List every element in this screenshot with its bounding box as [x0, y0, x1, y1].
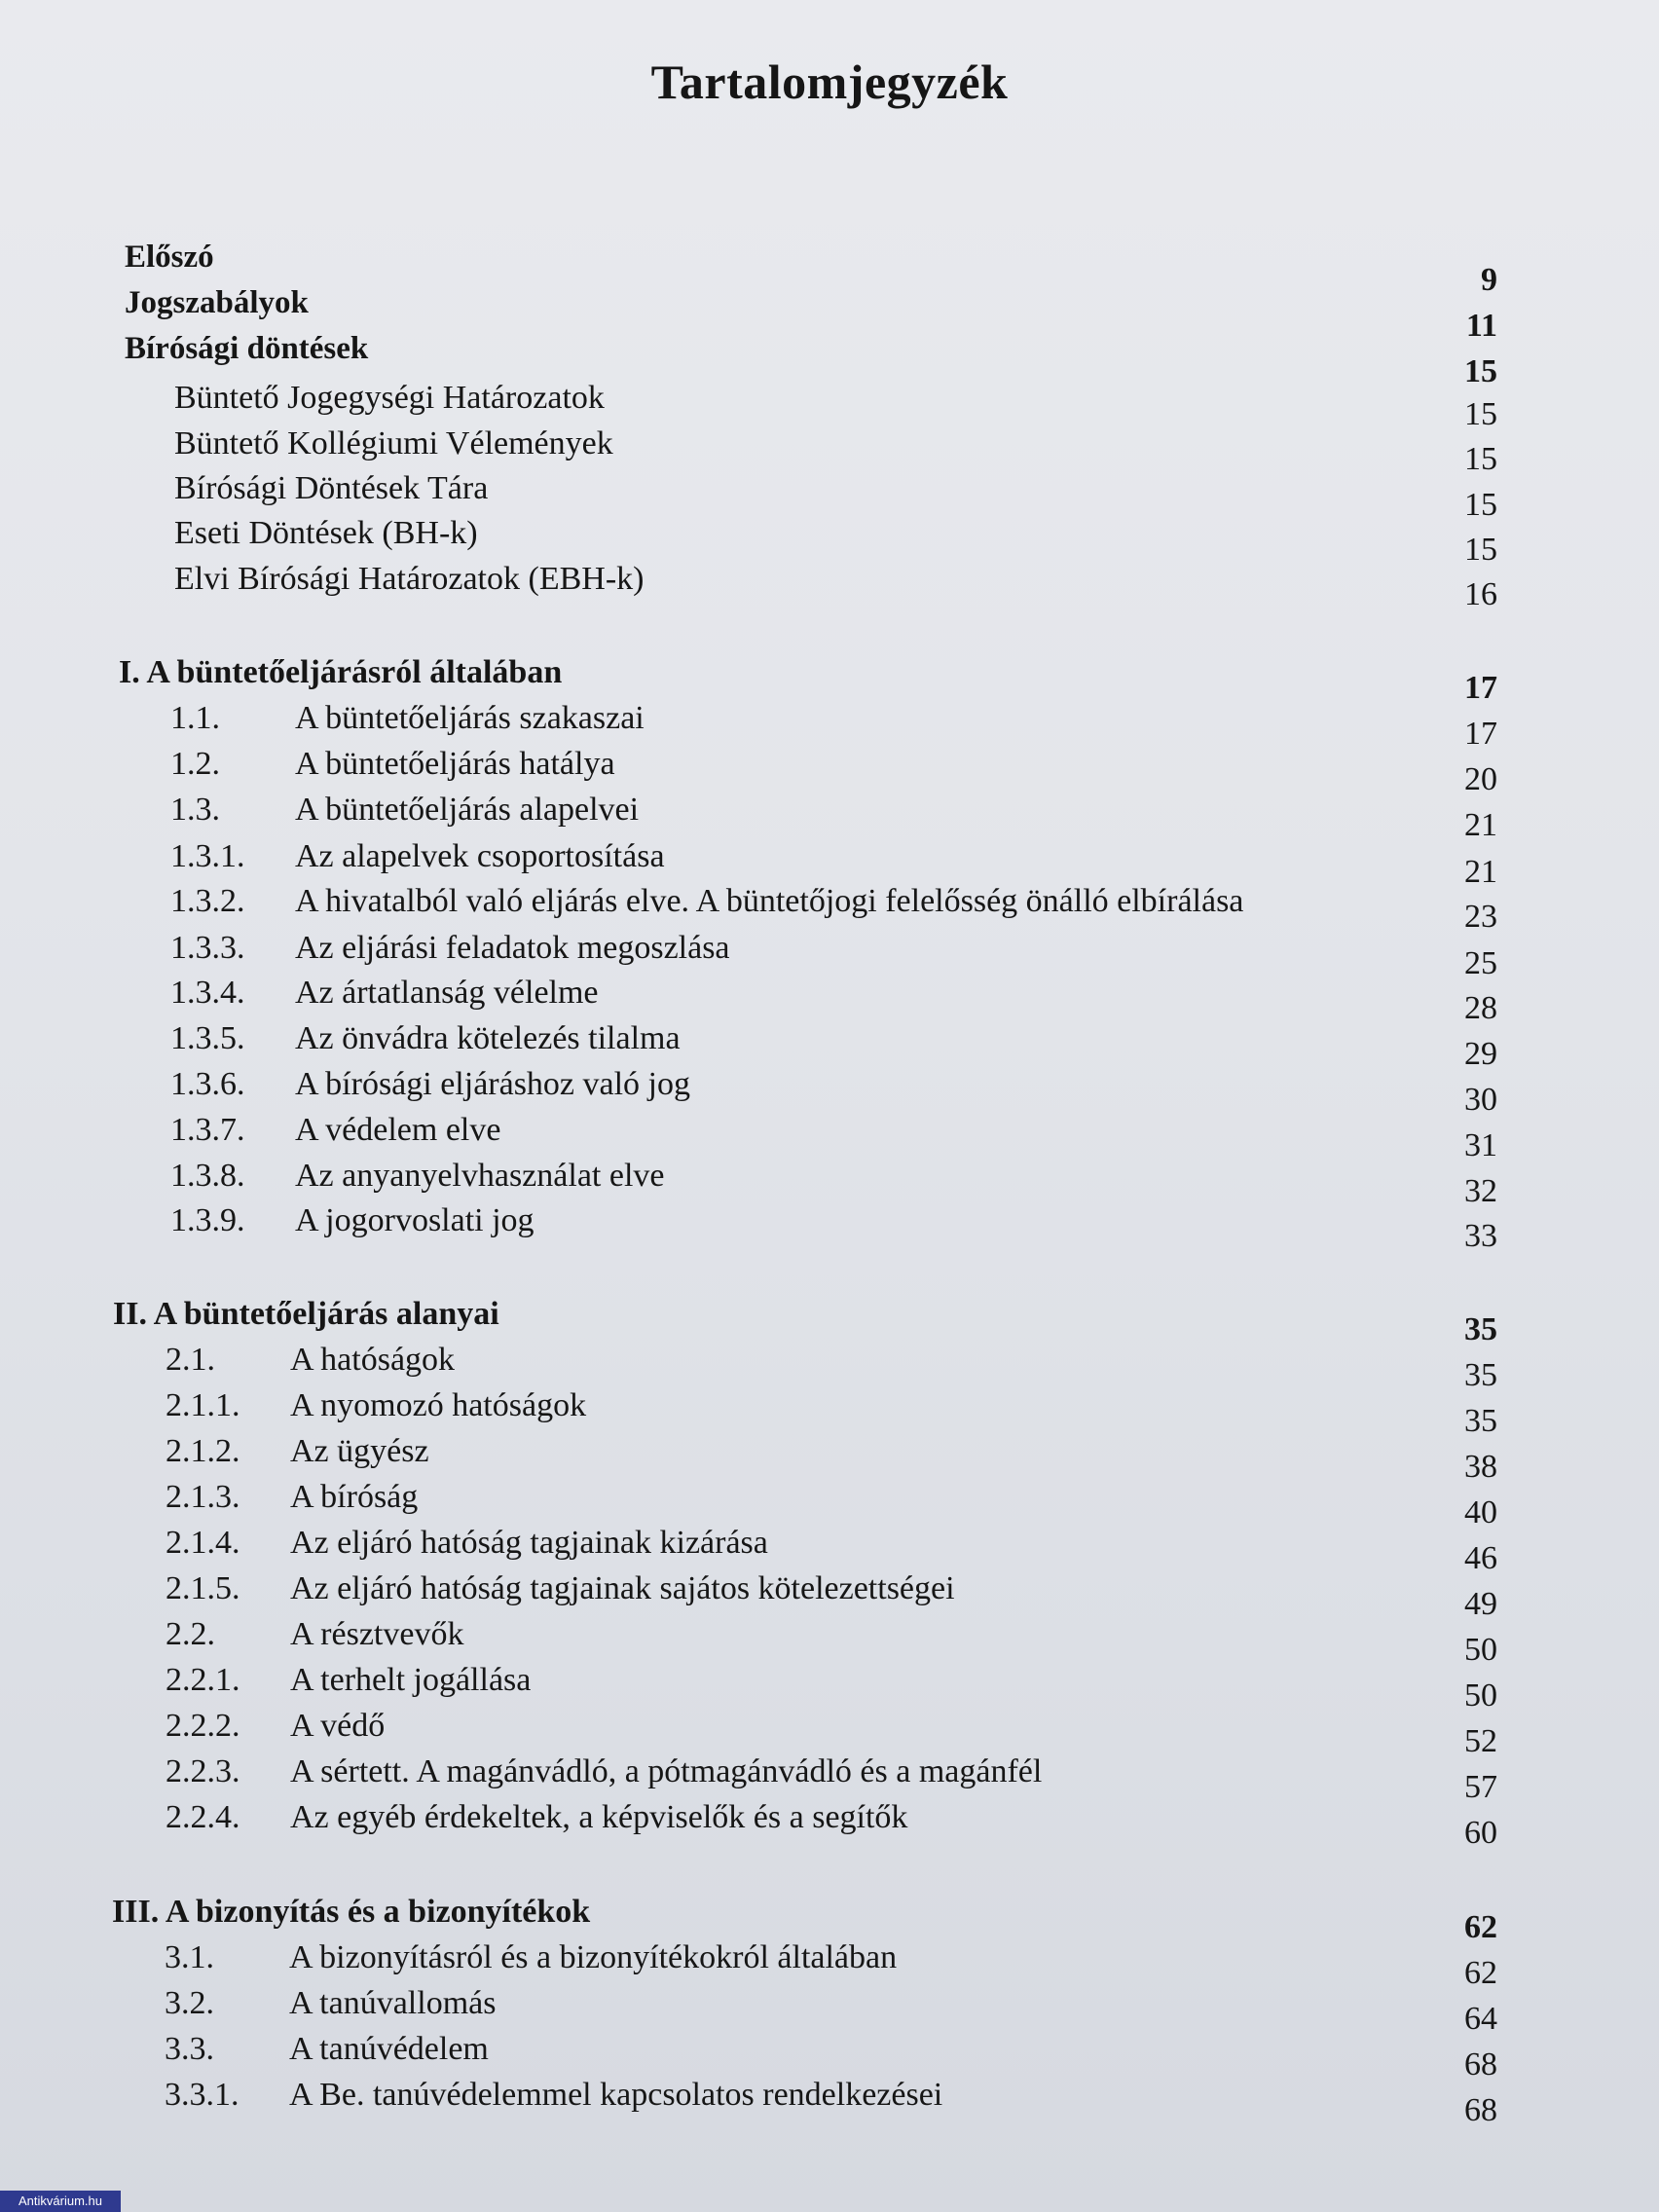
toc-entry: [170, 745, 1497, 797]
entry-page-number: 40: [1464, 1494, 1497, 1530]
chapter-page-number: 17: [1464, 670, 1497, 706]
entry-label: Bírósági Döntések Tára: [174, 470, 489, 506]
entry-page-number: 49: [1464, 1586, 1497, 1622]
toc-page-number-row: [125, 575, 1497, 614]
entry-number: 3.1.: [165, 1939, 214, 1975]
entry-page-number: 46: [1464, 1540, 1497, 1576]
toc-entry: [165, 1984, 1497, 2037]
entry-label: Az alapelvek csoportosítása: [295, 838, 665, 874]
entry-label: Az eljáró hatóság tagjainak kizárása: [290, 1525, 768, 1561]
toc-entry: [170, 1019, 1497, 1072]
entry-number: 1.3.1.: [170, 838, 245, 874]
entry-label: Az eljáró hatóság tagjainak sajátos kötelezettségei: [290, 1570, 955, 1606]
toc-entry: [166, 1432, 1497, 1485]
entry-label: Az eljárási feladatok megoszlása: [295, 930, 730, 966]
entry-label: A büntetőeljárás hatálya: [295, 746, 615, 782]
entry-number: 1.3.9.: [170, 1202, 245, 1238]
entry-label: Az ügyész: [290, 1433, 429, 1469]
entry-label: Az önvádra kötelezés tilalma: [295, 1020, 681, 1056]
entry-page-number: 68: [1464, 2092, 1497, 2128]
entry-label: A tanúvallomás: [289, 1985, 497, 2021]
entry-label: Előszó: [125, 240, 214, 275]
toc-chapter-heading: [112, 1893, 1497, 1945]
entry-page-number: 15: [1464, 353, 1497, 389]
entry-page-number: 28: [1464, 990, 1497, 1026]
toc-entry: [170, 837, 1497, 890]
entry-page-number: 57: [1464, 1769, 1497, 1805]
toc-entry: [166, 1615, 1497, 1668]
entry-page-number: 21: [1464, 807, 1497, 843]
entry-page-number: 17: [1464, 716, 1497, 752]
toc-chapter-heading: [113, 1295, 1497, 1347]
entry-page-number: 35: [1464, 1403, 1497, 1439]
entry-page-number: 62: [1464, 1955, 1497, 1991]
entry-number: 2.1.4.: [166, 1525, 240, 1561]
entry-number: 1.3.8.: [170, 1158, 245, 1194]
entry-number: 2.2.3.: [166, 1753, 240, 1789]
toc-entry: [166, 1661, 1497, 1714]
entry-page-number: 30: [1464, 1082, 1497, 1118]
entry-label: Az anyanyelvhasználat elve: [295, 1158, 665, 1194]
entry-number: 1.3.4.: [170, 975, 245, 1011]
entry-page-number: 50: [1464, 1677, 1497, 1714]
entry-number: 1.3.7.: [170, 1112, 245, 1148]
entry-label: A Be. tanúvédelemmel kapcsolatos rendelkezései: [289, 2077, 943, 2113]
entry-number: 1.2.: [170, 746, 220, 782]
entry-page-number: 60: [1464, 1815, 1497, 1851]
toc-entry: [166, 1341, 1497, 1393]
toc-entry: [170, 974, 1497, 1026]
chapter-page-number: 35: [1464, 1311, 1497, 1347]
toc-entry: [170, 699, 1497, 752]
entry-number: 2.1.1.: [166, 1387, 240, 1423]
chapter-page-number: 62: [1464, 1909, 1497, 1945]
toc-entry: [170, 1157, 1497, 1209]
entry-page-number: 23: [1464, 899, 1497, 935]
entry-label: Jogszabályok: [125, 285, 309, 320]
toc-entry: [165, 2076, 1497, 2128]
entry-label: A bíróság: [290, 1479, 419, 1515]
toc-entry: [166, 1707, 1497, 1759]
entry-number: 3.3.1.: [165, 2077, 240, 2113]
entry-label: Büntető Jogegységi Határozatok: [174, 380, 605, 416]
entry-number: 1.3.5.: [170, 1020, 245, 1056]
entry-label: A tanúvédelem: [289, 2031, 489, 2067]
toc-entry: [165, 1938, 1497, 1991]
toc-entry: [166, 1752, 1497, 1805]
toc-entry: [165, 2030, 1497, 2083]
entry-number: 3.3.: [165, 2031, 214, 2067]
entry-label: Az ártatlanság vélelme: [295, 975, 599, 1011]
entry-page-number: 50: [1464, 1632, 1497, 1668]
entry-label: A résztvevők: [290, 1616, 464, 1652]
entry-page-number: 15: [1464, 532, 1497, 568]
entry-number: 2.1.: [166, 1342, 215, 1378]
watermark-label: Antikvárium.hu: [0, 2191, 121, 2212]
entry-label: Büntető Kollégiumi Vélemények: [174, 425, 613, 461]
toc-entry: [170, 1065, 1497, 1118]
entry-page-number: 29: [1464, 1036, 1497, 1072]
entry-page-number: 15: [1464, 487, 1497, 523]
toc-entry: [170, 791, 1497, 843]
entry-page-number: 15: [1464, 441, 1497, 477]
entry-page-number: 52: [1464, 1723, 1497, 1759]
entry-page-number: 25: [1464, 945, 1497, 981]
entry-number: 1.3.6.: [170, 1066, 245, 1102]
entry-number: 2.2.2.: [166, 1708, 240, 1744]
toc-entry: [166, 1524, 1497, 1576]
toc-entry: [170, 929, 1497, 981]
entry-label: A hatóságok: [290, 1342, 456, 1378]
entry-page-number: 31: [1464, 1127, 1497, 1163]
toc-entry: [170, 1111, 1497, 1163]
entry-number: 3.2.: [165, 1985, 214, 2021]
entry-number: 2.2.: [166, 1616, 215, 1652]
toc-entry: [166, 1478, 1497, 1530]
entry-page-number: 16: [1464, 576, 1497, 612]
entry-label: A sértett. A magánvádló, a pótmagánvádló és a magánfél: [290, 1753, 1043, 1789]
entry-label: A nyomozó hatóságok: [290, 1387, 587, 1423]
entry-number: 1.3.2.: [170, 883, 245, 919]
entry-label: Bírósági döntések: [125, 331, 369, 366]
entry-label: A büntetőeljárás alapelvei: [295, 792, 640, 828]
entry-number: 1.1.: [170, 700, 220, 736]
entry-page-number: 21: [1464, 854, 1497, 890]
toc-entry: [166, 1569, 1497, 1622]
toc-entry: [170, 1201, 1497, 1254]
entry-page-number: 15: [1464, 396, 1497, 432]
entry-number: 2.1.2.: [166, 1433, 240, 1469]
entry-label: A bizonyításról és a bizonyítékokról általában: [289, 1939, 898, 1975]
entry-page-number: 35: [1464, 1357, 1497, 1393]
entry-label: Eseti Döntések (BH-k): [174, 515, 478, 551]
entry-label: Elvi Bírósági Határozatok (EBH-k): [174, 561, 645, 597]
entry-page-number: 32: [1464, 1173, 1497, 1209]
entry-number: 2.2.4.: [166, 1799, 240, 1835]
entry-number: 2.1.5.: [166, 1570, 240, 1606]
chapter-label: III. A bizonyítás és a bizonyítékok: [112, 1894, 591, 1930]
entry-label: A terhelt jogállása: [290, 1662, 532, 1698]
entry-label: A büntetőeljárás szakaszai: [295, 700, 645, 736]
entry-number: 1.3.3.: [170, 930, 245, 966]
entry-page-number: 9: [1481, 262, 1497, 298]
entry-label: Az egyéb érdekeltek, a képviselők és a segítők: [290, 1799, 908, 1835]
entry-label: A védelem elve: [295, 1112, 501, 1148]
entry-label: A jogorvoslati jog: [295, 1202, 535, 1238]
entry-page-number: 68: [1464, 2046, 1497, 2083]
toc-entry: [166, 1798, 1497, 1851]
entry-number: 2.1.3.: [166, 1479, 240, 1515]
entry-number: 2.2.1.: [166, 1662, 240, 1698]
entry-number: 1.3.: [170, 792, 220, 828]
chapter-label: I. A büntetőeljárásról általában: [119, 654, 563, 690]
entry-label: A hivatalból való eljárás elve. A büntetőjogi felelősség önálló elbírálása: [295, 883, 1244, 919]
page-title: Tartalomjegyzék: [650, 55, 1009, 109]
chapter-label: II. A büntetőeljárás alanyai: [113, 1296, 499, 1332]
entry-page-number: 38: [1464, 1449, 1497, 1485]
entry-page-number: 20: [1464, 761, 1497, 797]
toc-entry: [170, 882, 1497, 935]
entry-page-number: 64: [1464, 2001, 1497, 2037]
entry-page-number: 11: [1465, 308, 1497, 344]
entry-label: A bírósági eljáráshoz való jog: [295, 1066, 691, 1102]
toc-chapter-heading: [119, 653, 1497, 706]
toc-entry: [166, 1386, 1497, 1439]
entry-label: A védő: [290, 1708, 386, 1744]
entry-page-number: 33: [1464, 1218, 1497, 1254]
